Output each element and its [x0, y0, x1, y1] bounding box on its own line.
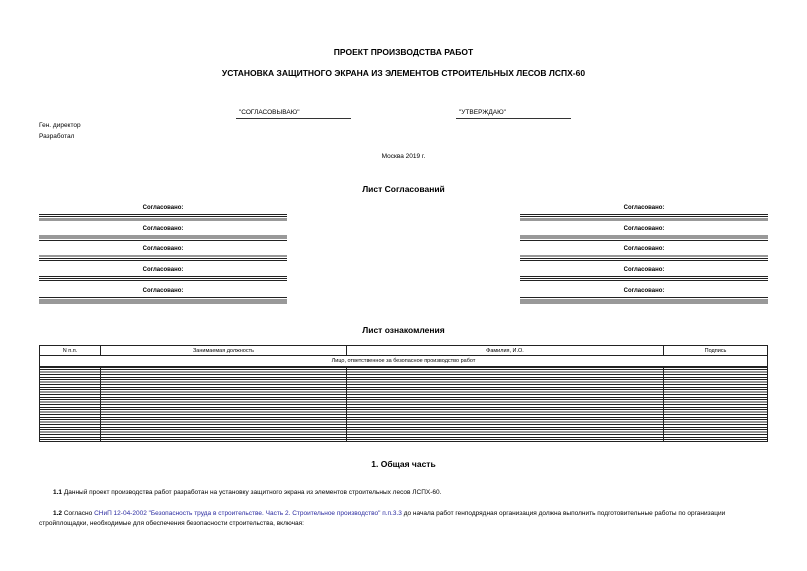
approval-lines-right-1	[520, 214, 768, 221]
document-subtitle: УСТАНОВКА ЗАЩИТНОГО ЭКРАНА ИЗ ЭЛЕМЕНТОВ СТРОИТЕЛЬНЫХ ЛЕСОВ ЛСПХ-60	[221, 68, 586, 78]
approval-lines-right-4	[520, 276, 768, 283]
approval-label-left-1: Согласовано:	[142, 205, 184, 211]
paragraph-1-2-pre: Согласно	[62, 510, 95, 517]
approval-lines-left-2	[39, 235, 287, 242]
approvals-title: Лист Согласований	[362, 184, 445, 194]
approval-label-right-3: Согласовано:	[623, 246, 665, 252]
col-name: Фамилия, И.О.	[347, 346, 664, 356]
agree-signature-field: "СОГЛАСОВЫВАЮ"	[236, 109, 351, 119]
approval-label-left-3: Согласовано:	[142, 246, 184, 252]
paragraph-1-1-text: Данный проект производства работ разработан на установку защитного экрана из элементов строительных лесов ЛСПХ-60.	[62, 489, 442, 496]
approval-lines-left-4	[39, 276, 287, 283]
approval-lines-right-5	[520, 297, 768, 304]
approval-lines-left-1	[39, 214, 287, 221]
blank-cell-number[interactable]	[40, 367, 101, 442]
blank-cell-position[interactable]	[101, 367, 347, 442]
familiarization-title: Лист ознакомления	[362, 325, 445, 335]
approve-signature-field: "УТВЕРЖДАЮ"	[456, 109, 571, 119]
table-row-responsible	[40, 356, 768, 367]
col-position: Занимаемая должность	[101, 346, 347, 356]
table-header-row	[40, 346, 768, 356]
approval-lines-right-3	[520, 255, 768, 262]
role-developer: Разработал	[39, 133, 75, 140]
paragraph-1-2-post: до начала работ генподрядная организация должна выполнить подготовительные работы по организации стройплощадки, необходимые для обеспечения безопасности строительства, включая:	[39, 510, 726, 527]
approval-lines-right-2	[520, 235, 768, 242]
place-date: Москва 2019 г.	[381, 153, 426, 160]
blank-cell-signature[interactable]	[664, 367, 768, 442]
approval-lines-left-3	[39, 255, 287, 262]
paragraph-1-2-number: 1.2	[53, 510, 63, 517]
paragraph-1-2	[39, 509, 769, 529]
table-row-blank-lines	[40, 367, 768, 442]
approval-label-right-4: Согласовано:	[623, 267, 665, 273]
approval-label-right-5: Согласовано:	[623, 288, 665, 294]
approval-label-left-2: Согласовано:	[142, 226, 184, 232]
approval-label-right-2: Согласовано:	[623, 226, 665, 232]
responsible-person-cell: Лицо, ответственное за безопасное производство работ	[40, 356, 768, 367]
approval-lines-left-5	[39, 297, 287, 304]
approval-label-right-1: Согласовано:	[623, 205, 665, 211]
col-number: N п.п.	[40, 346, 101, 356]
role-director: Ген. директор	[39, 122, 81, 129]
col-signature: Подпись	[664, 346, 768, 356]
blank-cell-name[interactable]	[347, 367, 664, 442]
paragraph-1-1	[39, 488, 769, 498]
section1-title: 1. Общая часть	[371, 459, 436, 469]
familiarization-table	[39, 345, 768, 442]
document-title: ПРОЕКТ ПРОИЗВОДСТВА РАБОТ	[333, 47, 474, 57]
paragraph-1-1-number: 1.1	[53, 489, 63, 496]
snip-reference-link[interactable]: СНиП 12-04-2002 "Безопасность труда в строительстве. Часть 2. Строительное производство" п.п.3.3	[94, 510, 402, 517]
approval-label-left-4: Согласовано:	[142, 267, 184, 273]
approval-label-left-5: Согласовано:	[142, 288, 184, 294]
